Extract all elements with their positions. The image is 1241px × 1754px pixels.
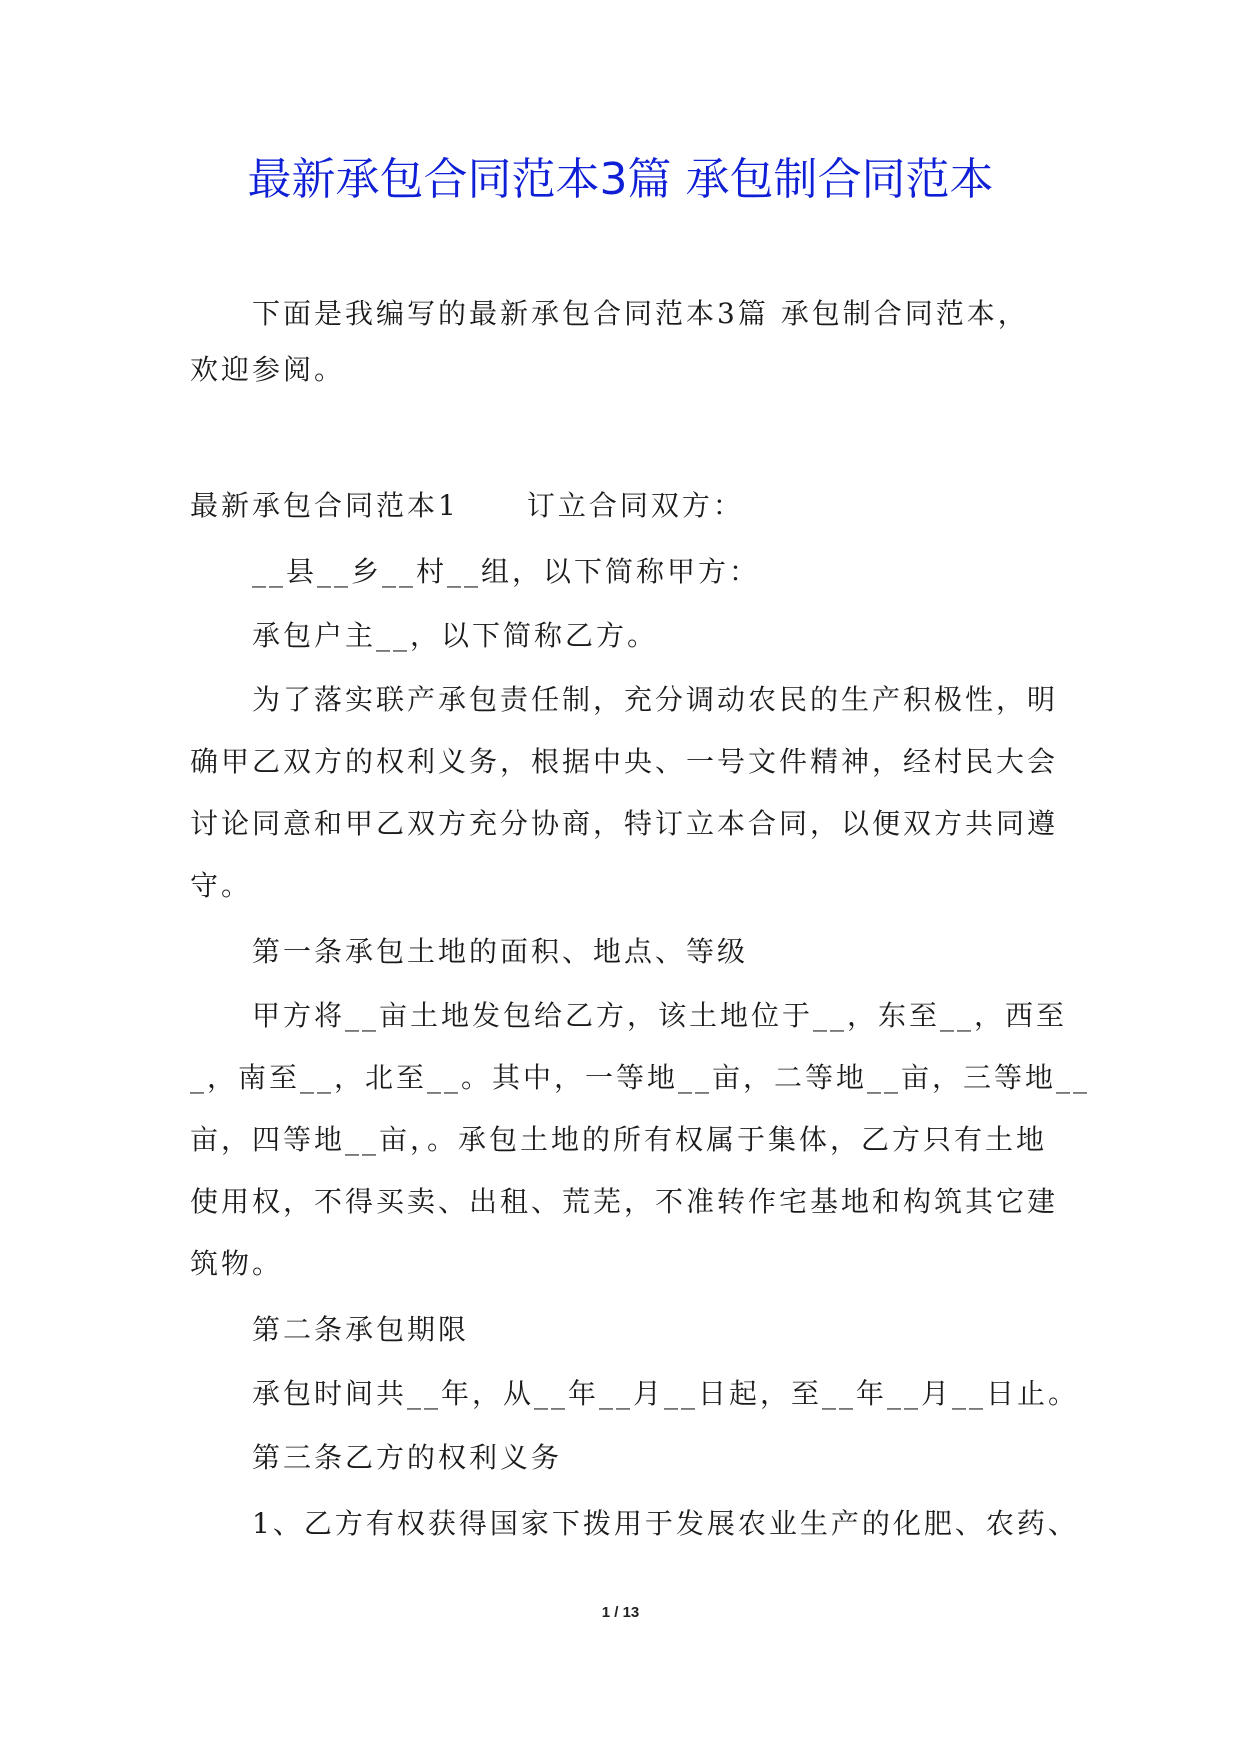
article-3-line-1: 1、乙方有权获得国家下拨用于发展农业生产的化肥、农药、 [252, 1507, 1079, 1540]
parties-label: 订立合同双方： [526, 489, 744, 522]
section-1-title: 最新承包合同范本1 [190, 489, 459, 522]
article-1-heading: 第一条承包土地的面积、地点、等级 [252, 935, 749, 968]
article-2-line-1: 承包时间共__年，从__年__月__日起，至__年__月__日止。 [252, 1377, 1080, 1410]
section-1-heading [190, 486, 744, 526]
article-1-line-2: _，南至__，北至__。其中，一等地__亩，二等地__亩，三等地__ [190, 1061, 1091, 1094]
article-1-line-4: 使用权，不得买卖、出租、荒芜，不准转作宅基地和构筑其它建 [190, 1185, 1059, 1218]
purpose-line-3: 讨论同意和甲乙双方充分协商，特订立本合同，以便双方共同遵 [190, 807, 1059, 840]
document-title: 最新承包合同范本3篇 承包制合同范本 [247, 154, 994, 205]
intro-line-1: 下面是我编写的最新承包合同范本3篇 承包制合同范本， [252, 297, 1029, 330]
article-1-line-5: 筑物。 [190, 1247, 284, 1280]
party-a-line: __县__乡__村__组，以下简称甲方： [252, 555, 761, 588]
purpose-line-4: 守。 [190, 869, 253, 902]
article-1-line-1: 甲方将__亩土地发包给乙方，该土地位于__，东至__，西至 [252, 999, 1068, 1032]
purpose-line-2: 确甲乙双方的权利义务，根据中央、一号文件精神，经村民大会 [190, 745, 1059, 778]
intro-line-2: 欢迎参阅。 [190, 353, 346, 386]
article-3-heading: 第三条乙方的权利义务 [252, 1441, 563, 1474]
party-b-line: 承包户主__，以下简称乙方。 [252, 619, 659, 652]
article-2-heading: 第二条承包期限 [252, 1313, 470, 1346]
page-number: 1 / 13 [601, 1604, 640, 1621]
purpose-line-1: 为了落实联产承包责任制，充分调动农民的生产积极性，明 [252, 683, 1059, 716]
article-1-line-3: 亩，四等地__亩，。承包土地的所有权属于集体，乙方只有土地 [190, 1123, 1048, 1156]
